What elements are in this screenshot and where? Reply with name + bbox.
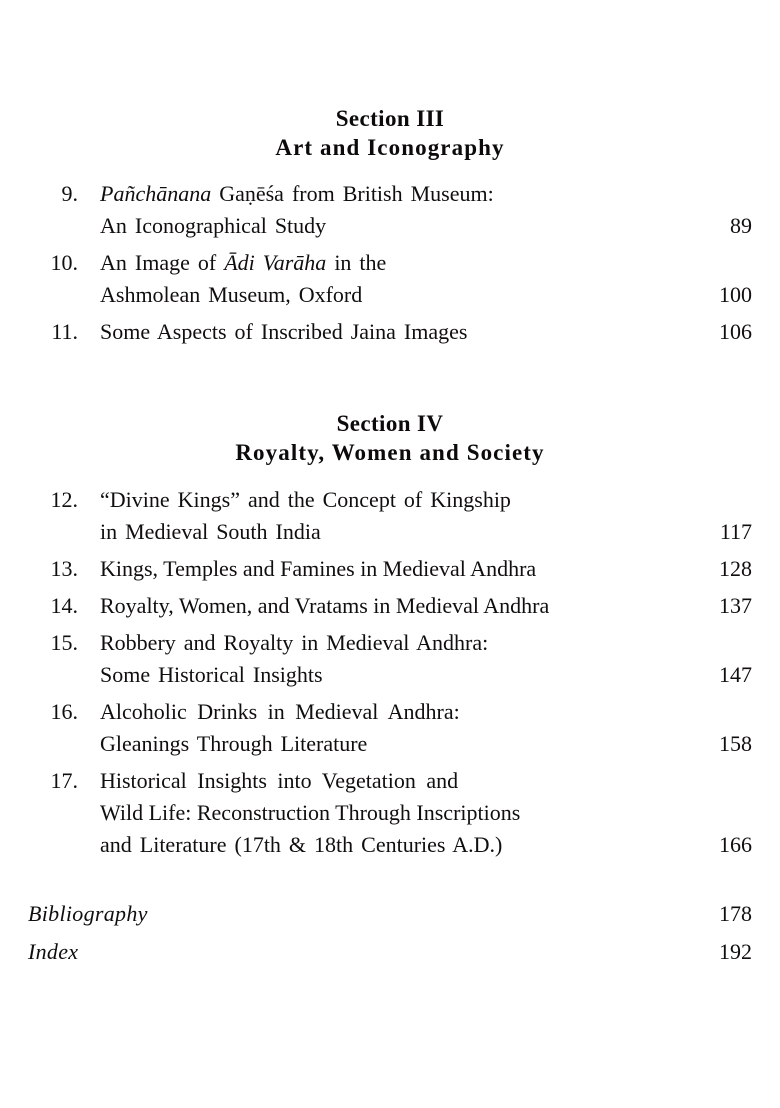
- toc-content: [28, 104, 752, 971]
- backmatter-list: [28, 895, 752, 971]
- toc-entry-title-line: Alcoholic Drinks in Medieval Andhra:: [100, 699, 460, 724]
- toc-entry-title-line: Kings, Temples and Famines in Medieval Andhra: [100, 556, 537, 581]
- toc-entry-16[interactable]: [28, 696, 752, 760]
- section-spacer: [28, 353, 752, 409]
- toc-entry-number: 11.: [51, 319, 78, 344]
- backmatter-entry-index[interactable]: [28, 933, 752, 971]
- toc-entry-page: 100: [719, 282, 752, 307]
- backmatter-label: Index: [28, 939, 79, 964]
- toc-entry-line: [100, 210, 752, 242]
- toc-entry-line: [100, 829, 752, 861]
- toc-entry-page: 166: [719, 832, 752, 857]
- toc-entry-14[interactable]: [28, 590, 752, 622]
- toc-entry-title-line: An Image of Ādi Varāha in the: [100, 250, 387, 275]
- toc-entry-number: 10.: [50, 250, 78, 275]
- toc-entry-title-line: Gleanings Through Literature: [100, 731, 368, 756]
- toc-entry-number: 15.: [50, 630, 78, 655]
- toc-entry-title-line: Ashmolean Museum, Oxford: [100, 282, 363, 307]
- toc-entry-line: [100, 279, 752, 311]
- toc-entry-number: 14.: [50, 593, 78, 618]
- toc-entry-number: 13.: [50, 556, 78, 581]
- toc-entry-title-line: and Literature (17th & 18th Centuries A.D.): [100, 832, 503, 857]
- toc-entry-line: [100, 590, 752, 622]
- toc-entry-line: [100, 178, 752, 210]
- toc-entry-body: [78, 696, 752, 760]
- section-heading-3-line1: Section III: [335, 106, 445, 131]
- toc-entry-body: [78, 590, 752, 622]
- toc-entry-title-line: Wild Life: Reconstruction Through Inscriptions: [100, 800, 521, 825]
- toc-entry-line: [100, 316, 752, 348]
- title-italic-fragment: Pañchānana: [100, 181, 212, 206]
- toc-entry-page: 106: [719, 319, 752, 344]
- toc-entry-title-line: An Iconographical Study: [100, 213, 327, 238]
- toc-entry-title-line: Royalty, Women, and Vratams in Medieval Andhra: [100, 593, 550, 618]
- toc-entry-13[interactable]: [28, 553, 752, 585]
- toc-entry-title-line: in Medieval South India: [100, 519, 321, 544]
- backmatter-page: 178: [719, 901, 752, 926]
- section-heading-3-line2: Art and Iconography: [275, 135, 505, 160]
- toc-entry-page: 117: [719, 519, 752, 544]
- toc-entry-body: [78, 765, 752, 861]
- toc-entry-title-line: Some Aspects of Inscribed Jaina Images: [100, 319, 468, 344]
- toc-entry-line: [100, 765, 752, 797]
- backmatter-label: Bibliography: [28, 901, 148, 926]
- toc-entry-title-line: Historical Insights into Vegetation and: [100, 768, 459, 793]
- toc-entry-line: [100, 516, 752, 548]
- toc-entry-body: [78, 627, 752, 691]
- toc-entry-line: [100, 627, 752, 659]
- toc-entry-line: [100, 484, 752, 516]
- toc-entry-body: [78, 178, 752, 242]
- toc-entry-17[interactable]: [28, 765, 752, 861]
- toc-entry-12[interactable]: [28, 484, 752, 548]
- section-heading-4: [28, 409, 752, 467]
- toc-entry-title-line: “Divine Kings” and the Concept of Kingship: [100, 487, 511, 512]
- toc-entry-body: [78, 484, 752, 548]
- toc-entry-number: 17.: [50, 768, 78, 793]
- toc-entry-title-line: Some Historical Insights: [100, 662, 323, 687]
- toc-entry-line: [100, 247, 752, 279]
- toc-entry-line: [100, 797, 752, 829]
- toc-entry-page: 89: [730, 213, 752, 238]
- section-heading-3: [28, 104, 752, 162]
- toc-entry-11[interactable]: [28, 316, 752, 348]
- toc-entry-line: [100, 696, 752, 728]
- toc-entry-title-line: Pañchānana Gaṇēśa from British Museum:: [100, 181, 494, 206]
- toc-entry-body: [78, 553, 752, 585]
- backmatter-entry-bibliography[interactable]: [28, 895, 752, 933]
- section-heading-4-line2: Royalty, Women and Society: [235, 440, 545, 465]
- title-italic-fragment: Ādi Varāha: [224, 250, 327, 275]
- toc-entry-number: 9.: [61, 181, 78, 206]
- section-heading-4-line1: Section IV: [336, 411, 444, 436]
- toc-list-section-4: [28, 484, 752, 861]
- toc-entry-line: [100, 659, 752, 691]
- toc-list-section-3: [28, 178, 752, 348]
- backmatter-page: 192: [719, 939, 752, 964]
- toc-entry-page: 137: [719, 593, 752, 618]
- toc-entry-line: [100, 728, 752, 760]
- toc-entry-line: [100, 553, 752, 585]
- toc-entry-title-line: Robbery and Royalty in Medieval Andhra:: [100, 630, 489, 655]
- toc-entry-page: 158: [719, 731, 752, 756]
- toc-entry-number: 12.: [50, 487, 78, 512]
- toc-entry-10[interactable]: [28, 247, 752, 311]
- toc-entry-body: [78, 316, 752, 348]
- toc-entry-body: [78, 247, 752, 311]
- toc-entry-page: 147: [719, 662, 752, 687]
- toc-entry-15[interactable]: [28, 627, 752, 691]
- toc-entry-9[interactable]: [28, 178, 752, 242]
- toc-entry-page: 128: [719, 556, 752, 581]
- toc-entry-number: 16.: [50, 699, 78, 724]
